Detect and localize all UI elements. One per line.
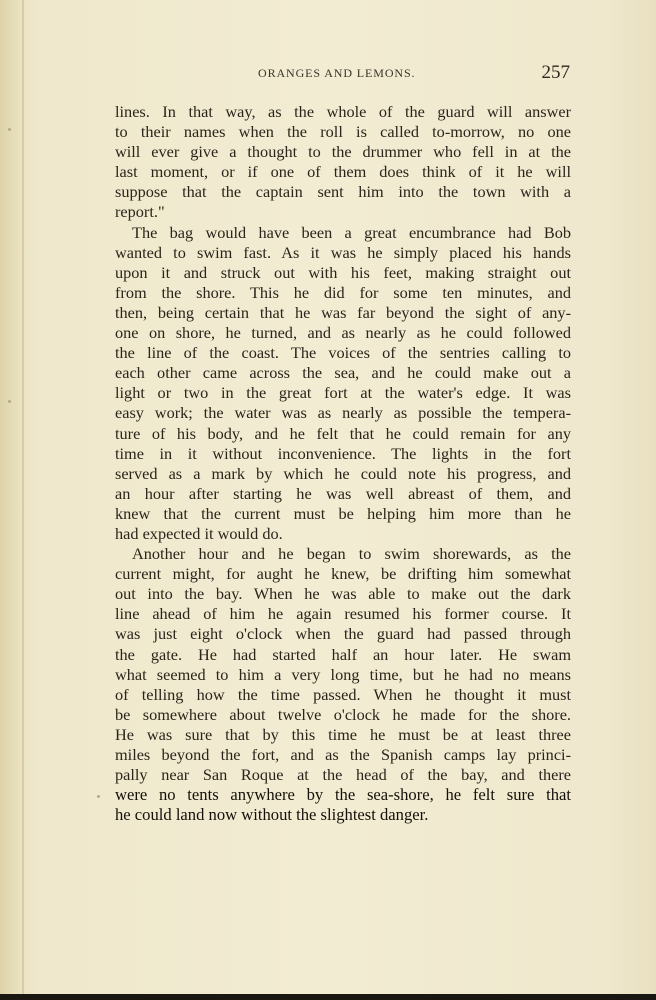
- body-text: [115, 102, 571, 825]
- text-line: upon it and struck out with his feet, making straight out: [115, 262, 571, 282]
- text-line: the line of the coast. The voices of the sentries calling to: [115, 343, 571, 363]
- page-header: [115, 62, 570, 86]
- text-line: knew that the current must be helping him more than he: [115, 503, 571, 523]
- text-line: one on shore, he turned, and as nearly as he could followed: [115, 323, 571, 343]
- page-gutter-shading: [0, 0, 22, 1000]
- text-line: line ahead of him he again resumed his former course. It: [115, 604, 571, 624]
- text-line: then, being certain that he was far beyond the sight of any-: [115, 302, 571, 322]
- text-line: an hour after starting he was well abreast of them, and: [115, 483, 571, 503]
- margin-speck: [8, 128, 11, 131]
- text-line: had expected it would do.: [115, 523, 283, 543]
- text-line: ture of his body, and he felt that he could remain for any: [115, 423, 571, 443]
- text-line: last moment, or if one of them does think of it he will: [115, 162, 571, 182]
- text-line: pally near San Roque at the head of the bay, and there: [115, 765, 571, 785]
- page-number: 257: [541, 62, 570, 83]
- text-line: from the shore. This he did for some ten minutes, and: [115, 282, 571, 302]
- text-line: will ever give a thought to the drummer who fell in at the: [115, 142, 571, 162]
- text-line: wanted to swim fast. As it was he simply placed his hands: [115, 242, 571, 262]
- paragraph-start-line: Another hour and he began to swim shorewards, as the: [132, 544, 571, 564]
- text-line: out into the bay. When he was able to make out the dark: [115, 584, 571, 604]
- text-line: what seemed to him a very long time, but he had no means: [115, 664, 571, 684]
- text-line: suppose that the captain sent him into the town with a: [115, 182, 571, 202]
- text-line: time in it without inconvenience. The lights in the fort: [115, 443, 571, 463]
- text-line: easy work; the water was as nearly as possible the tempera-: [115, 403, 571, 423]
- text-line: miles beyond the fort, and as the Spanish camps lay princi-: [115, 745, 571, 764]
- text-line: of telling how the time passed. When he thought it must: [115, 684, 571, 704]
- text-line: served as a mark by which he could note his progress, and: [115, 463, 571, 483]
- paragraph-start-line: The bag would have been a great encumbrance had Bob: [132, 222, 571, 242]
- running-head: ORANGES AND LEMONS.: [258, 66, 416, 80]
- margin-speck: [97, 795, 100, 798]
- text-line: he could land now without the slightest danger.: [115, 805, 429, 825]
- text-line: each other came across the sea, and he could make out a: [115, 363, 571, 383]
- text-line: current might, for aught he knew, be drifting him somewhat: [115, 564, 571, 584]
- margin-speck: [8, 400, 11, 403]
- text-line: lines. In that way, as the whole of the guard will answer: [115, 102, 571, 121]
- text-line: to their names when the roll is called to-morrow, no one: [115, 122, 571, 142]
- page-spine-line: [22, 0, 24, 1000]
- text-line: light or two in the great fort at the water's edge. It was: [115, 383, 571, 403]
- text-line: be somewhere about twelve o'clock he made for the shore.: [115, 704, 571, 724]
- text-line: He was sure that by this time he must be at least three: [115, 724, 571, 744]
- text-line: was just eight o'clock when the guard had passed through: [115, 624, 571, 644]
- text-line: the gate. He had started half an hour later. He swam: [115, 644, 571, 664]
- text-line: were no tents anywhere by the sea-shore, he felt sure that: [115, 785, 571, 805]
- page-bottom-edge: [0, 994, 656, 1000]
- text-line: report.": [115, 202, 165, 222]
